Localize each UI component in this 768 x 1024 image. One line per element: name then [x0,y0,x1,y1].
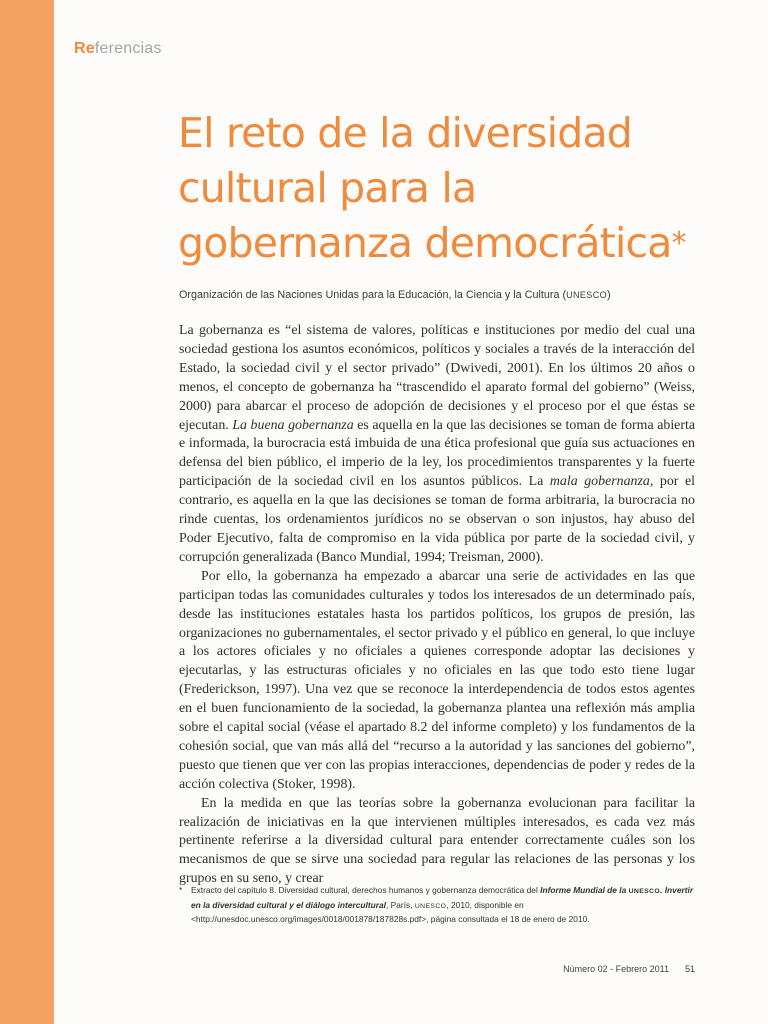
title-line-2: cultural para la [178,164,477,212]
paragraph-2: Por ello, la gobernanza ha empezado a abarcar una serie de actividades en las que participan todas las comunidades culturales y todos los interesados de un determinado país, desde las instituciones estatales hasta los partidos políticos, los grupos de presión, las organizaciones no gubernamentales, el sector privado y el público en general, lo que incluye a los actores oficiales y no oficiales a quienes corresponde adoptar las decisiones y ejecutarlas, y las estructuras oficiales y no oficiales en las que todo esto tiene lugar (Frederickson, 1997). Una vez que se reconoce la interdependencia de todos estos agentes en el buen funcionamiento de la sociedad, la gobernanza plantea una reflexión más amplia sobre el capital social (véase el apartado 8.2 del informe completo) y los fundamentos de la cohesión social, que van más allá del “recurso a la autoridad y las sanciones del gobierno”, puesto que tienen que ver con las propias interacciones, dependencias de poder y redes de la acción colectiva (Stoker, 1998). [179,568,695,792]
paragraph-1: La gobernanza es “el sistema de valores, políticas e instituciones por medio del cual una sociedad gestiona los asuntos económicos, políticos y sociales a través de la interacción del Estado, la sociedad civil y el sector privado” (Dwivedi, 2001). En los últimos 20 años o menos, el concepto de gobernanza ha “trascendido el aparato formal del gobierno” (Weiss, 2000) para abarcar el proceso de adopción de decisiones y el proceso por el que éstas se ejecutan. La buena gobernanza es aquella en la que las decisiones se toman de forma abierta e informada, la burocracia está imbuida de una ética profesional que guía sus actuaciones en defensa del bien público, el imperio de la ley, los procedimientos transparentes y la fuerte participación de la sociedad civil en los asuntos públicos. La mala gobernanza, por el contrario, es aquella en la que las decisiones se toman de forma arbitraria, la burocracia no rinde cuentas, los ordenamientos jurídicos no se observan o son injustos, hay abuso del Poder Ejecutivo, falta de compromiso en la vida pública por parte de la sociedad civil, y corrupción generalizada (Banco Mundial, 1994; Treisman, 2000). [179,323,695,565]
author-organization: Organización de las Naciones Unidas para la Educación, la Ciencia y la Cultura (UNESCO) [179,289,611,301]
section-label [74,40,162,58]
page-footer [563,964,695,974]
footnote: * Extracto del capítulo 8. Diversidad cultural, derechos humanos y gobernanza democrática del Informe Mundial de la UNESCO. Invertir en la diversidad cultural y el diálogo intercultural, París, UNESCO, 2010, disponible en <http://unesdoc.unesco.org/images/0018/001878/187828s.pdf>, página consultada el 18 de enero de 2010. [179,885,694,925]
paragraph-3: En la medida en que las teorías sobre la gobernanza evolucionan para facilitar la realización de iniciativas en la que intervienen múltiples interesados, es cada vez más pertinente referirse a la diversidad cultural para entender correctamente cuáles son los mecanismos de que se sirve una sociedad para regular las relaciones de las personas y los grupos en su seno, y crear [179,795,695,887]
issue-label: Número 02 - Febrero 2011 [563,964,669,974]
article-title [178,106,738,271]
title-line-1: El reto de la diversidad [178,109,633,157]
orange-side-bar [0,0,54,1024]
section-label-rest: ferencias [94,40,162,57]
article-body [179,322,695,889]
title-line-3: gobernanza democrática [178,219,672,267]
page-number: 51 [684,964,695,974]
section-label-bold: Re [74,40,95,57]
author-acronym: UNESCO [566,290,607,300]
footnote-mark: * [179,885,183,895]
title-footnote-mark: * [671,226,686,261]
